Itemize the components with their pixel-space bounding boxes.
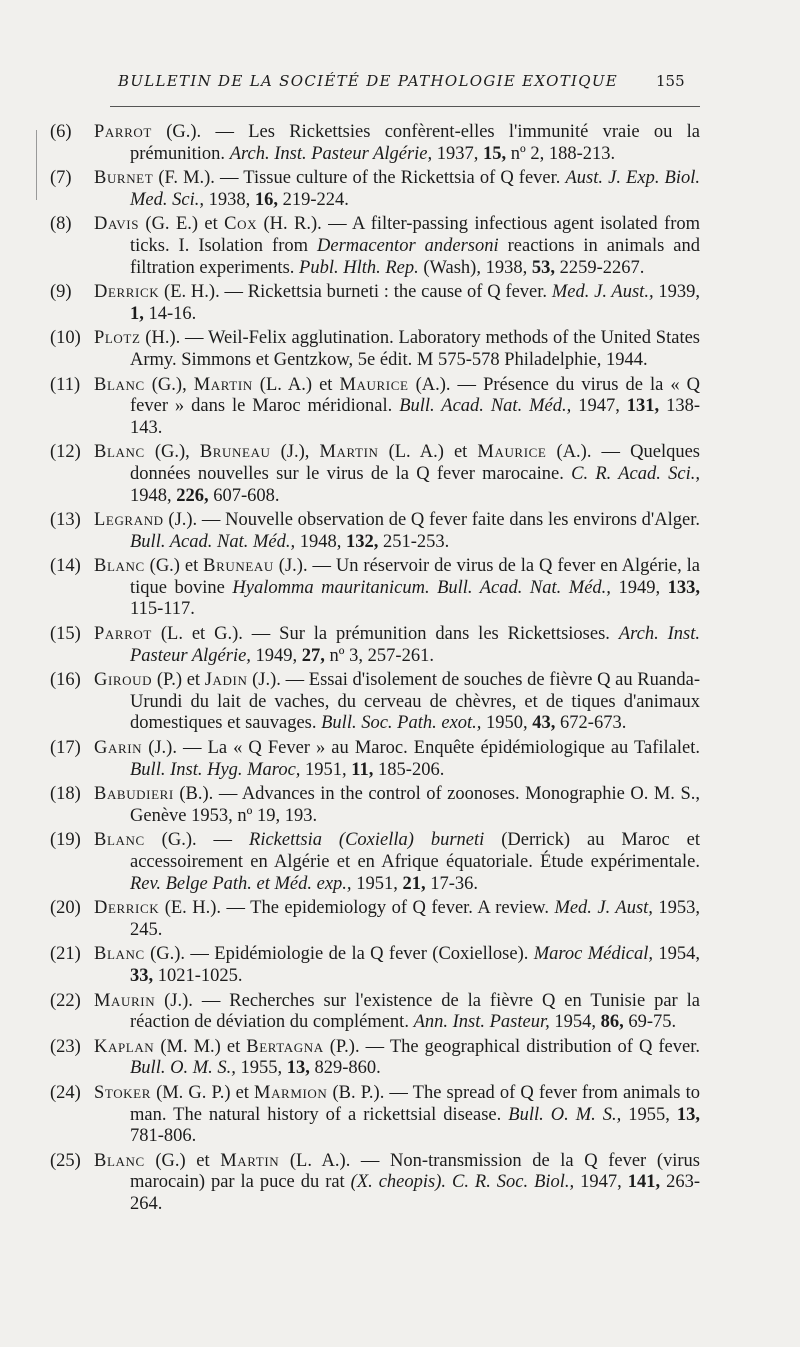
journal-title: Med. J. Aust, [554, 898, 653, 919]
reference-text [94, 1150, 700, 1216]
volume-number: 13, [676, 1104, 700, 1125]
author-name: Babudieri [94, 784, 174, 805]
reference-number: (13) [50, 510, 81, 531]
reference-entry [50, 510, 700, 553]
reference-entry [50, 738, 700, 781]
reference-segment: (J.). — La « Q Fever » au Maroc. Enquête épidémiologique au Tafilalet. [142, 738, 700, 759]
reference-text [94, 442, 701, 507]
author-name: Blanc [94, 442, 145, 463]
reference-segment: nº 3, 257-261. [324, 645, 434, 666]
page-number: 155 [656, 72, 685, 90]
reference-segment: 1947, [571, 396, 627, 417]
reference-segment: (B. P.). — The spread of Q fever from animals to man. The natural history of a rickettsial disease. [130, 1082, 700, 1125]
reference-segment: 1950, [481, 713, 533, 734]
reference-entry [50, 670, 700, 735]
reference-segment: 607-608. [208, 485, 280, 506]
reference-segment: (L. A.). — Non-transmission de la Q fever (virus marocain) par la puce du rat [130, 1150, 700, 1193]
author-name: Blanc [94, 830, 145, 851]
volume-number: 133, [667, 577, 701, 598]
reference-text [94, 282, 701, 325]
reference-number: (18) [50, 784, 81, 805]
reference-text [94, 898, 701, 941]
author-name: Stoker [94, 1082, 151, 1103]
reference-text [94, 374, 701, 440]
reference-segment: 1955, [621, 1104, 677, 1125]
reference-number: (20) [50, 898, 81, 919]
reference-number: (10) [50, 328, 81, 349]
author-name: Blanc [94, 374, 145, 395]
reference-segment: 1954, [549, 1012, 601, 1033]
journal-title: Publ. Hlth. Rep. [299, 257, 419, 278]
running-head: BULLETIN DE LA SOCIÉTÉ DE PATHOLOGIE EXOTIQUE [118, 72, 619, 90]
volume-number: 15, [483, 143, 507, 164]
header-rule [110, 106, 700, 107]
reference-segment: (L. A.) et [378, 442, 478, 463]
reference-number: (11) [50, 374, 81, 395]
reference-number: (9) [50, 282, 72, 303]
reference-entry [50, 556, 700, 621]
reference-number: (24) [50, 1082, 81, 1103]
author-name: Maurice [339, 374, 409, 395]
reference-segment: nº 2, 188-213. [506, 143, 616, 164]
author-name: Parrot [94, 624, 152, 645]
reference-segment: (P.) et [152, 670, 205, 691]
reference-segment: 1938, [203, 189, 255, 210]
reference-text [94, 556, 701, 621]
reference-segment: (F. M.). — Tissue culture of the Rickettsia of Q fever. [153, 168, 566, 189]
volume-number: 13, [286, 1058, 310, 1079]
reference-number: (23) [50, 1036, 81, 1057]
author-name: Davis [94, 214, 140, 235]
reference-text [94, 1036, 700, 1080]
reference-segment: (H.). — Weil-Felix agglutination. Laboratory methods of the United States Army. Simmons et Gentzkow, 5e édit. M 575-578 Philadelphie, 1944. [130, 328, 700, 370]
reference-entry [50, 944, 700, 987]
reference-entry [50, 122, 700, 165]
reference-segment: 185-206. [373, 759, 445, 780]
reference-number: (17) [50, 738, 81, 759]
reference-segment: 1951, [300, 759, 352, 780]
reference-segment: 219-224. [277, 189, 349, 210]
journal-title: Arch. Inst. Pasteur Algérie, [229, 143, 433, 164]
volume-number: 86, [600, 1012, 624, 1033]
reference-segment: (G.) et [144, 1150, 221, 1171]
reference-segment: (A.). — Présence du virus de la « Q fever » dans le Maroc méridional. [130, 374, 700, 417]
journal-title: Bull. O. M. S., [130, 1058, 236, 1079]
reference-number: (6) [50, 122, 72, 142]
reference-list [50, 122, 700, 1219]
reference-entry [50, 375, 700, 440]
journal-title: Arch. Inst. Pasteur Algérie, [130, 624, 700, 666]
reference-segment: 1949, [610, 577, 668, 598]
reference-segment: (J.). — Essai d'isolement de souches de fièvre Q au Ruanda-Urundi du lait de vaches, du cerveau de chèvres, et de tiques d'animaux domestiques et sauvages. [130, 670, 700, 734]
reference-segment: 251-253. [378, 531, 450, 552]
reference-text [94, 122, 700, 165]
volume-number: 53, [531, 257, 555, 278]
author-name: Maurice [477, 442, 547, 463]
reference-entry [50, 991, 700, 1034]
author-name: Martin [220, 1150, 280, 1171]
reference-entry [50, 1083, 700, 1148]
reference-number: (15) [50, 624, 81, 645]
reference-segment: 1955, [235, 1058, 287, 1079]
journal-title: Dermacentor andersoni [317, 235, 499, 256]
reference-entry [50, 784, 700, 827]
reference-segment: (Derrick) au Maroc et accessoirement en Algérie et en Afrique équatoriale. Étude expérimentale. [130, 830, 700, 872]
reference-segment: (L. et G.). — Sur la prémunition dans les Rickettsioses. [151, 624, 619, 645]
volume-number: 43, [532, 713, 556, 734]
volume-number: 16, [254, 189, 278, 210]
reference-segment: (G.) et [144, 556, 204, 577]
reference-segment: 1948, [130, 485, 177, 506]
journal-title: Bull. O. M. S., [508, 1104, 622, 1125]
journal-title: Med. J. Aust., [551, 282, 654, 303]
journal-title: Hyalomma mauritanicum. Bull. Acad. Nat. Méd., [232, 577, 611, 598]
reference-segment: 1953, 245. [130, 898, 701, 940]
volume-number: 131, [626, 396, 660, 417]
reference-segment: (J.). — Un réservoir de virus de la Q fever en Algérie, la tique bovine [130, 556, 700, 598]
journal-title: Bull. Inst. Hyg. Maroc, [130, 759, 301, 780]
reference-segment: 829-860. [309, 1058, 381, 1079]
author-name: Burnet [94, 168, 154, 189]
reference-segment: (J.). — Nouvelle observation de Q fever faite dans les environs d'Alger. [163, 510, 700, 531]
author-name: Parrot [94, 122, 152, 142]
reference-entry [50, 214, 700, 279]
reference-segment: (G.), [144, 442, 200, 463]
reference-text [94, 830, 700, 895]
reference-entry [50, 282, 700, 325]
reference-segment: 1951, [351, 873, 403, 894]
margin-pencil-line [36, 130, 37, 200]
volume-number: 141, [627, 1172, 661, 1193]
reference-entry [50, 168, 700, 211]
reference-number: (8) [50, 214, 72, 235]
volume-number: 21, [402, 873, 426, 894]
reference-text [94, 784, 700, 827]
reference-entry [50, 1037, 700, 1080]
reference-segment: (B.). — Advances in the control of zoonoses. Monographie O. M. S., Genève 1953, nº 19, 193. [130, 784, 700, 826]
reference-segment: (J.). — Recherches sur l'existence de la fièvre Q en Tunisie par la réaction de déviation du complément. [130, 990, 700, 1033]
reference-segment: 1939, [653, 282, 701, 303]
reference-segment: (M. G. P.) et [150, 1082, 255, 1103]
reference-entry [50, 442, 700, 507]
author-name: Kaplan [94, 1036, 155, 1057]
reference-text [94, 214, 700, 279]
author-name: Blanc [94, 1150, 145, 1171]
reference-text [94, 328, 700, 371]
reference-segment: 1954, [653, 944, 701, 965]
reference-segment: 1021-1025. [153, 965, 243, 986]
volume-number: 226, [176, 485, 209, 506]
reference-text [94, 738, 700, 781]
reference-segment: (E. H.). — Rickettsia burneti : the cause of Q fever. [159, 282, 552, 303]
reference-segment: 1937, [432, 143, 484, 164]
author-name: Jadin [204, 670, 248, 691]
journal-title: Bull. Acad. Nat. Méd., [399, 396, 572, 417]
reference-entry [50, 624, 700, 667]
reference-number: (16) [50, 670, 81, 691]
reference-segment: reactions in animals and filtration experiments. [130, 235, 700, 278]
journal-title: Bull. Acad. Nat. Méd., [130, 531, 296, 552]
author-name: Legrand [94, 510, 164, 531]
reference-number: (12) [50, 442, 81, 463]
author-name: Bruneau [203, 556, 274, 577]
journal-title: C. R. Acad. Sci., [571, 463, 701, 484]
reference-entry [50, 898, 700, 941]
reference-segment: 781-806. [130, 1126, 197, 1147]
reference-text [94, 510, 700, 553]
reference-segment: (H. R.). — A filter-passing infectious agent isolated from ticks. I. Isolation from [130, 214, 700, 256]
reference-segment: (Wash), 1938, [418, 257, 532, 278]
reference-segment: (E. H.). — The epidemiology of Q fever. A review. [159, 898, 555, 919]
reference-text [94, 670, 700, 735]
journal-title: Aust. J. Exp. Biol. Med. Sci., [130, 168, 700, 210]
reference-segment: (G. E.) et [139, 214, 225, 235]
volume-number: 1, [130, 303, 144, 324]
reference-segment: 115-117. [130, 599, 195, 620]
author-name: Garin [94, 738, 143, 759]
author-name: Plotz [94, 328, 141, 349]
reference-number: (21) [50, 944, 81, 965]
author-name: Cox [224, 214, 258, 235]
reference-segment: 138-143. [130, 396, 701, 438]
volume-number: 33, [130, 965, 154, 986]
reference-segment: (L. A.) et [252, 374, 340, 395]
author-name: Marmion [254, 1082, 328, 1103]
reference-segment: (G.). — [144, 830, 250, 851]
author-name: Bertagna [246, 1036, 324, 1057]
reference-segment: (M. M.) et [154, 1036, 247, 1057]
author-name: Giroud [94, 670, 153, 691]
reference-segment: 17-36. [425, 873, 478, 894]
author-name: Derrick [94, 282, 160, 303]
author-name: Martin [193, 374, 253, 395]
author-name: Derrick [94, 898, 160, 919]
reference-segment: 2259-2267. [554, 257, 645, 278]
journal-title: Maroc Médical, [533, 944, 653, 965]
reference-text [94, 944, 701, 987]
journal-title: Bull. Soc. Path. exot., [321, 713, 482, 734]
reference-segment: (G.). — Epidémiologie de la Q fever (Coxiellose). [144, 944, 534, 965]
author-name: Bruneau [199, 442, 271, 463]
author-name: Maurin [94, 990, 156, 1011]
reference-text [94, 168, 700, 211]
reference-text [94, 1082, 700, 1148]
reference-number: (22) [50, 990, 81, 1011]
volume-number: 11, [351, 759, 374, 780]
reference-segment: 69-75. [623, 1012, 677, 1033]
volume-number: 27, [301, 645, 325, 666]
author-name: Martin [319, 442, 379, 463]
reference-segment: 672-673. [555, 713, 627, 734]
reference-segment: 14-16. [143, 303, 197, 324]
reference-segment: 263-264. [130, 1172, 700, 1214]
journal-title: Rickettsia (Coxiella) burneti [249, 830, 485, 851]
reference-entry [50, 830, 700, 895]
reference-segment: 1948, [295, 531, 346, 552]
reference-segment: 1949, [250, 645, 302, 666]
reference-segment: 1947, [574, 1172, 628, 1193]
reference-entry [50, 328, 700, 371]
volume-number: 132, [345, 531, 379, 552]
reference-segment: (A.). — Quelques données nouvelles sur le virus de la Q fever marocaine. [130, 442, 701, 484]
author-name: Blanc [94, 556, 145, 577]
reference-segment: (P.). — The geographical distribution of Q fever. [323, 1036, 700, 1057]
journal-title: (X. cheopis). C. R. Soc. Biol., [350, 1172, 575, 1193]
reference-text [94, 624, 700, 667]
reference-number: (19) [50, 830, 81, 851]
reference-number: (7) [50, 168, 72, 189]
author-name: Blanc [94, 944, 145, 965]
reference-entry [50, 1151, 700, 1216]
reference-number: (25) [50, 1150, 81, 1171]
journal-title: Ann. Inst. Pasteur, [413, 1012, 550, 1033]
reference-segment: (G.). — Les Rickettsies confèrent-elles l'immunité vraie ou la prémunition. [130, 122, 700, 164]
reference-number: (14) [50, 556, 81, 577]
reference-segment: (G.), [144, 374, 194, 395]
reference-text [94, 990, 700, 1034]
reference-segment: (J.), [270, 442, 320, 463]
journal-title: Rev. Belge Path. et Méd. exp., [130, 873, 352, 894]
